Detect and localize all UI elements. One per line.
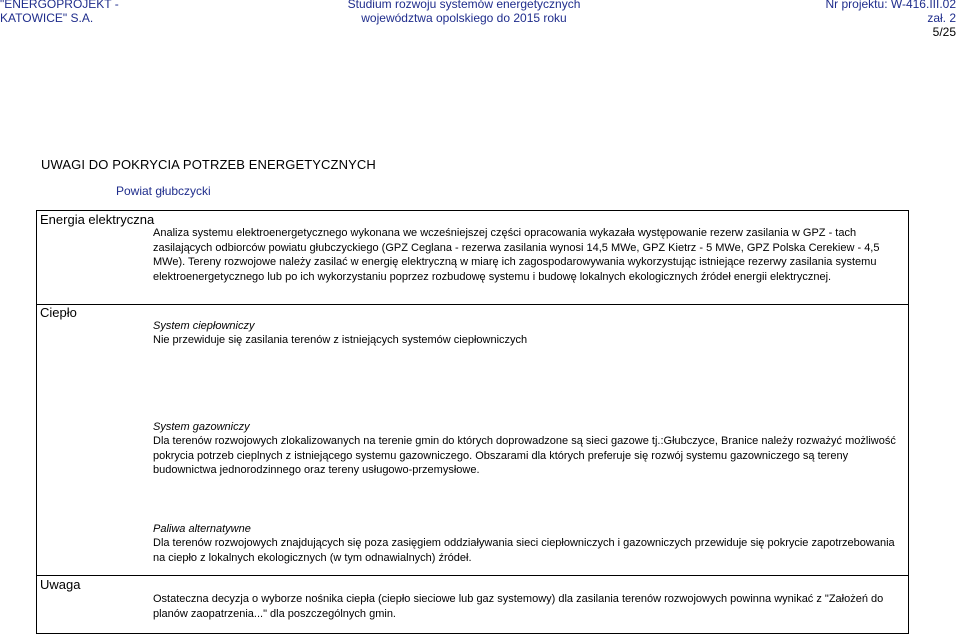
company-name (0, 0, 119, 25)
section-label-uwaga: Uwaga (40, 577, 81, 592)
table-border-top (36, 210, 909, 211)
company-line-2: KATOWICE" S.A. (0, 11, 94, 25)
table-border-right (908, 210, 909, 634)
district-subtitle: Powiat głubczycki (116, 184, 211, 198)
row-divider-1 (36, 304, 909, 305)
page-number: 5/25 (932, 25, 956, 39)
paliwa-text: Dla terenów rozwojowych znajdujących się poza zasięgiem oddziaływania sieci ciepłowniczych i gazowniczych przewiduje się pokrycie zapotrzebowania na ciepło z lokalnych ekologicznych (w tym odnawialnych) źródeł. (153, 537, 895, 564)
energia-text: Analiza systemu elektroenergetycznego wykonana we wcześniejszej części opracowania wykazała występowanie rezerw zasilania w GPZ - tach zasilających odbiorców powiatu głubczyckiego (GPZ Ceglana - rezerwa zasilania wynosi 14,5 MWe, GPZ Kietrz - 5 MWe, GPZ Polska Cerekiew - 4,5 MWe). Tereny rozwojowe należy zasilać w energię elektryczną w miarę ich zagospodarowywania wykorzystując istniejące rezerwy zasilania systemu elektroenergetycznego lub po ich wykorzystaniu poprzez rozbudowę systemu i budowę lokalnych ekologicznych źródeł energii elektrycznej. (153, 227, 880, 283)
cieplowniczy-text: Nie przewiduje się zasilania terenów z istniejących systemów ciepłowniczych (153, 334, 528, 346)
study-line-1: Studium rozwoju systemów energetycznych (347, 0, 581, 11)
uwaga-text: Ostateczna decyzja o wyborze nośnika ciepła (ciepło sieciowe lub gaz systemowy) dla zasilania terenów rozwojowych powinna wynikać z "Założeń do planów zaopatrzenia..." dla poszczególnych gmin. (153, 593, 884, 620)
gazowniczy-text: Dla terenów rozwojowych zlokalizowanych na terenie gmin do których doprowadzone są sieci gazowe tj.:Głubczyce, Branice należy rozważyć możliwość pokrycia potrzeb cieplnych z istniejącego systemu gazowniczego. Obszarami dla których preferuje się rozwój systemu gazowniczego są tereny budownictwa jednorodzinnego oraz tereny usługowo-przemysłowe. (153, 435, 896, 476)
study-title (347, 0, 584, 25)
project-info (826, 0, 957, 39)
project-number: Nr projektu: W-416.III.02 (825, 0, 956, 11)
study-line-2: województwa opolskiego do 2015 roku (361, 11, 567, 25)
paliwa-heading: Paliwa alternatywne (153, 523, 251, 535)
section-label-energia: Energia elektryczna (40, 212, 155, 227)
table-border-left (36, 210, 37, 634)
company-line-1: "ENERGOPROJEKT - (0, 0, 119, 11)
gazowniczy-heading: System gazowniczy (153, 421, 250, 433)
cieplowniczy-heading: System ciepłowniczy (153, 320, 255, 332)
page-title: UWAGI DO POKRYCIA POTRZEB ENERGETYCZNYCH (41, 157, 376, 172)
row-divider-2 (36, 575, 909, 576)
attachment-number: zał. 2 (927, 11, 956, 25)
section-label-cieplo: Ciepło (40, 305, 77, 320)
